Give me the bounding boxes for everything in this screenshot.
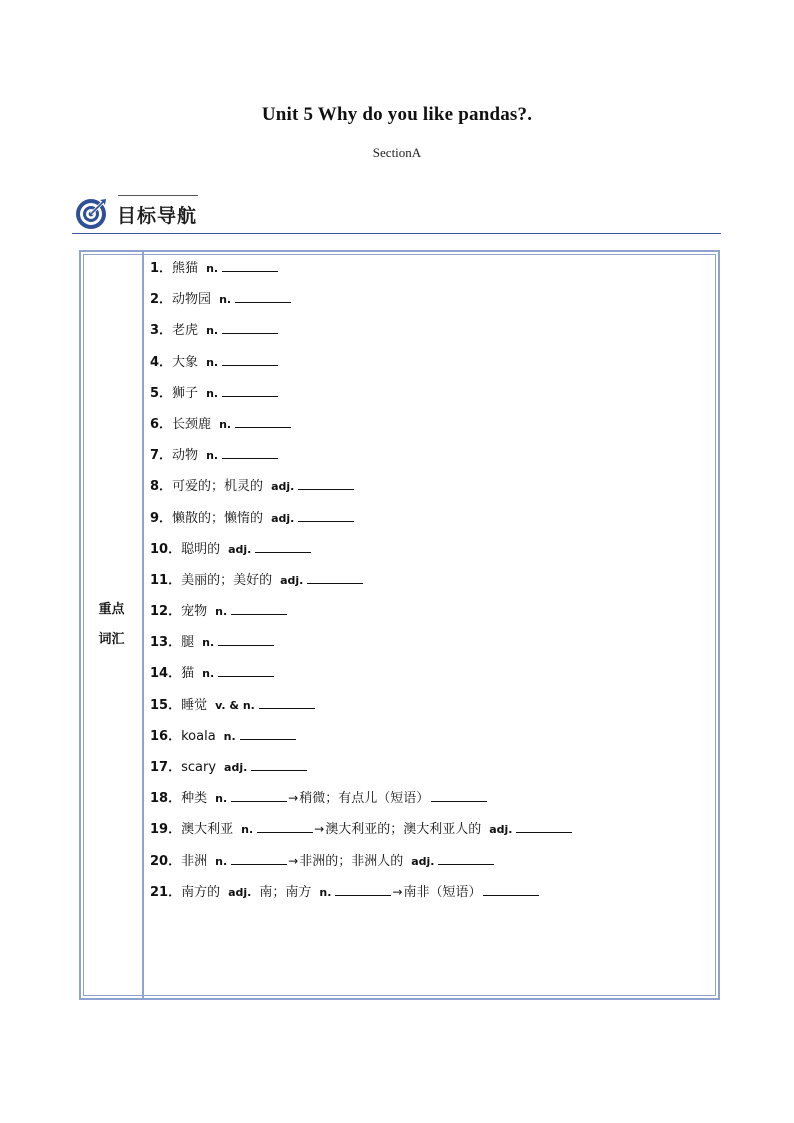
answer-blank[interactable] bbox=[231, 604, 287, 615]
arrow-icon: → bbox=[314, 822, 325, 837]
item-meaning: 非洲 bbox=[181, 853, 208, 869]
item-pos: n. bbox=[215, 792, 228, 806]
item-number: 15． bbox=[150, 697, 182, 713]
item-number: 19． bbox=[150, 822, 182, 838]
item-meaning: koala bbox=[181, 728, 216, 744]
item-pos: n. bbox=[241, 823, 254, 837]
vocab-item bbox=[150, 349, 572, 380]
item-pos: adj. bbox=[271, 511, 295, 525]
item-number: 1． bbox=[150, 261, 173, 276]
arrow-icon: → bbox=[288, 853, 299, 868]
answer-blank[interactable] bbox=[235, 417, 291, 428]
item-meaning-2: 南；南方 bbox=[259, 884, 312, 900]
item-number: 20． bbox=[150, 853, 182, 869]
vocab-item bbox=[150, 785, 572, 816]
answer-blank[interactable] bbox=[218, 635, 274, 646]
answer-blank[interactable] bbox=[516, 822, 572, 833]
answer-blank[interactable] bbox=[307, 573, 363, 584]
answer-blank[interactable] bbox=[483, 885, 539, 896]
item-meaning: 可爱的；机灵的 bbox=[172, 479, 264, 495]
answer-blank[interactable] bbox=[222, 386, 278, 397]
item-meaning: 狮子 bbox=[172, 385, 199, 401]
item-meaning: 动物 bbox=[172, 448, 199, 464]
item-derived-pos: adj. bbox=[411, 854, 435, 868]
answer-blank[interactable] bbox=[335, 885, 391, 896]
section-top-rule bbox=[118, 195, 198, 196]
answer-blank[interactable] bbox=[438, 854, 494, 865]
answer-blank[interactable] bbox=[222, 323, 278, 334]
column-divider bbox=[142, 252, 144, 998]
item-meaning: 懒散的；懒惰的 bbox=[172, 510, 264, 526]
item-number: 2． bbox=[150, 292, 173, 308]
item-meaning: 大象 bbox=[172, 354, 199, 370]
item-number: 3． bbox=[150, 323, 173, 339]
item-meaning: 宠物 bbox=[181, 604, 208, 620]
item-number: 11． bbox=[150, 572, 182, 588]
item-number: 6． bbox=[150, 416, 173, 432]
answer-blank[interactable] bbox=[231, 791, 287, 802]
item-meaning: 聪明的 bbox=[181, 541, 221, 557]
item-meaning: 美丽的；美好的 bbox=[181, 572, 273, 588]
category-label-line1: 重点 bbox=[98, 602, 125, 617]
vocab-item bbox=[150, 816, 572, 847]
vocab-item bbox=[150, 317, 572, 348]
answer-blank[interactable] bbox=[222, 261, 278, 272]
item-derived: 南非（短语） bbox=[403, 884, 482, 900]
answer-blank[interactable] bbox=[298, 511, 354, 522]
item-meaning: 猫 bbox=[181, 666, 195, 682]
item-meaning: 腿 bbox=[181, 635, 195, 651]
item-pos-2: n. bbox=[319, 885, 332, 899]
item-pos: n. bbox=[206, 386, 219, 400]
vocab-item bbox=[150, 692, 572, 723]
vocab-item bbox=[150, 505, 572, 536]
page-title: Unit 5 Why do you like pandas?. bbox=[261, 104, 533, 125]
page-subtitle: SectionA bbox=[372, 145, 422, 160]
item-pos: n. bbox=[219, 293, 232, 307]
item-meaning: 睡觉 bbox=[181, 697, 208, 713]
category-label-line2: 词汇 bbox=[98, 632, 125, 647]
target-icon bbox=[74, 197, 108, 231]
item-pos: adj. bbox=[271, 480, 295, 494]
section-rule bbox=[72, 233, 721, 234]
item-number: 4． bbox=[150, 354, 173, 370]
vocab-item bbox=[150, 723, 572, 754]
answer-blank[interactable] bbox=[235, 292, 291, 303]
section-title: 目标导航 bbox=[117, 205, 198, 227]
item-pos: n. bbox=[206, 324, 219, 338]
vocab-list bbox=[150, 255, 572, 910]
item-pos: n. bbox=[206, 355, 219, 369]
item-number: 5． bbox=[150, 385, 173, 401]
item-pos: n. bbox=[215, 605, 228, 619]
item-meaning: scary bbox=[181, 760, 217, 775]
item-pos: adj. bbox=[224, 761, 248, 774]
item-pos: adj. bbox=[228, 542, 252, 556]
item-number: 7． bbox=[150, 448, 173, 464]
item-derived: 澳大利亚的；澳大利亚人的 bbox=[325, 822, 482, 838]
answer-blank[interactable] bbox=[255, 542, 311, 553]
item-pos: adj. bbox=[228, 885, 252, 899]
vocab-item bbox=[150, 598, 572, 629]
item-derived: 稍微；有点儿（短语） bbox=[299, 791, 430, 807]
vocab-item bbox=[150, 879, 572, 910]
item-meaning: 南方的 bbox=[181, 884, 221, 900]
arrow-icon: → bbox=[392, 884, 403, 899]
item-number: 13． bbox=[150, 635, 182, 651]
vocab-item bbox=[150, 442, 572, 473]
vocab-item bbox=[150, 848, 572, 879]
answer-blank[interactable] bbox=[259, 698, 315, 709]
item-pos: n. bbox=[219, 417, 232, 431]
vocab-item bbox=[150, 380, 572, 411]
item-derived-pos: adj. bbox=[489, 823, 513, 837]
item-number: 10． bbox=[150, 541, 182, 557]
vocab-item bbox=[150, 255, 572, 286]
vocab-item bbox=[150, 473, 572, 504]
item-number: 12． bbox=[150, 604, 182, 620]
answer-blank[interactable] bbox=[298, 479, 354, 490]
answer-blank[interactable] bbox=[431, 791, 487, 802]
answer-blank[interactable] bbox=[222, 355, 278, 366]
item-pos: n. bbox=[202, 636, 215, 650]
item-meaning: 澳大利亚 bbox=[181, 822, 234, 838]
item-number: 21． bbox=[150, 884, 182, 900]
arrow-icon: → bbox=[288, 791, 299, 806]
answer-blank[interactable] bbox=[218, 666, 274, 677]
answer-blank[interactable] bbox=[257, 822, 313, 833]
item-meaning: 种类 bbox=[181, 791, 208, 807]
item-number: 8． bbox=[150, 479, 173, 495]
vocab-item bbox=[150, 286, 572, 317]
answer-blank[interactable] bbox=[240, 729, 296, 740]
item-number: 18． bbox=[150, 791, 182, 807]
vocab-item bbox=[150, 754, 572, 785]
answer-blank[interactable] bbox=[251, 760, 307, 771]
vocab-item bbox=[150, 536, 572, 567]
item-meaning: 长颈鹿 bbox=[172, 416, 212, 432]
item-pos: n. bbox=[206, 449, 219, 463]
item-number: 16． bbox=[150, 728, 182, 744]
item-number: 17． bbox=[150, 760, 182, 775]
answer-blank[interactable] bbox=[231, 854, 287, 865]
item-pos: n. bbox=[223, 729, 236, 743]
item-number: 9． bbox=[150, 510, 173, 526]
item-number: 14． bbox=[150, 666, 182, 682]
vocab-item bbox=[150, 660, 572, 691]
vocab-item bbox=[150, 567, 572, 598]
item-meaning: 动物园 bbox=[172, 292, 212, 308]
item-meaning: 老虎 bbox=[172, 323, 199, 339]
item-pos: adj. bbox=[280, 573, 304, 587]
vocab-item bbox=[150, 411, 572, 442]
item-pos: n. bbox=[202, 667, 215, 681]
item-derived: 非洲的；非洲人的 bbox=[299, 853, 404, 869]
item-meaning: 熊猫 bbox=[172, 261, 199, 276]
answer-blank[interactable] bbox=[222, 448, 278, 459]
item-pos: n. bbox=[215, 854, 228, 868]
vocab-item bbox=[150, 629, 572, 660]
item-pos: n. bbox=[206, 262, 219, 275]
item-pos: v. & n. bbox=[215, 698, 255, 712]
